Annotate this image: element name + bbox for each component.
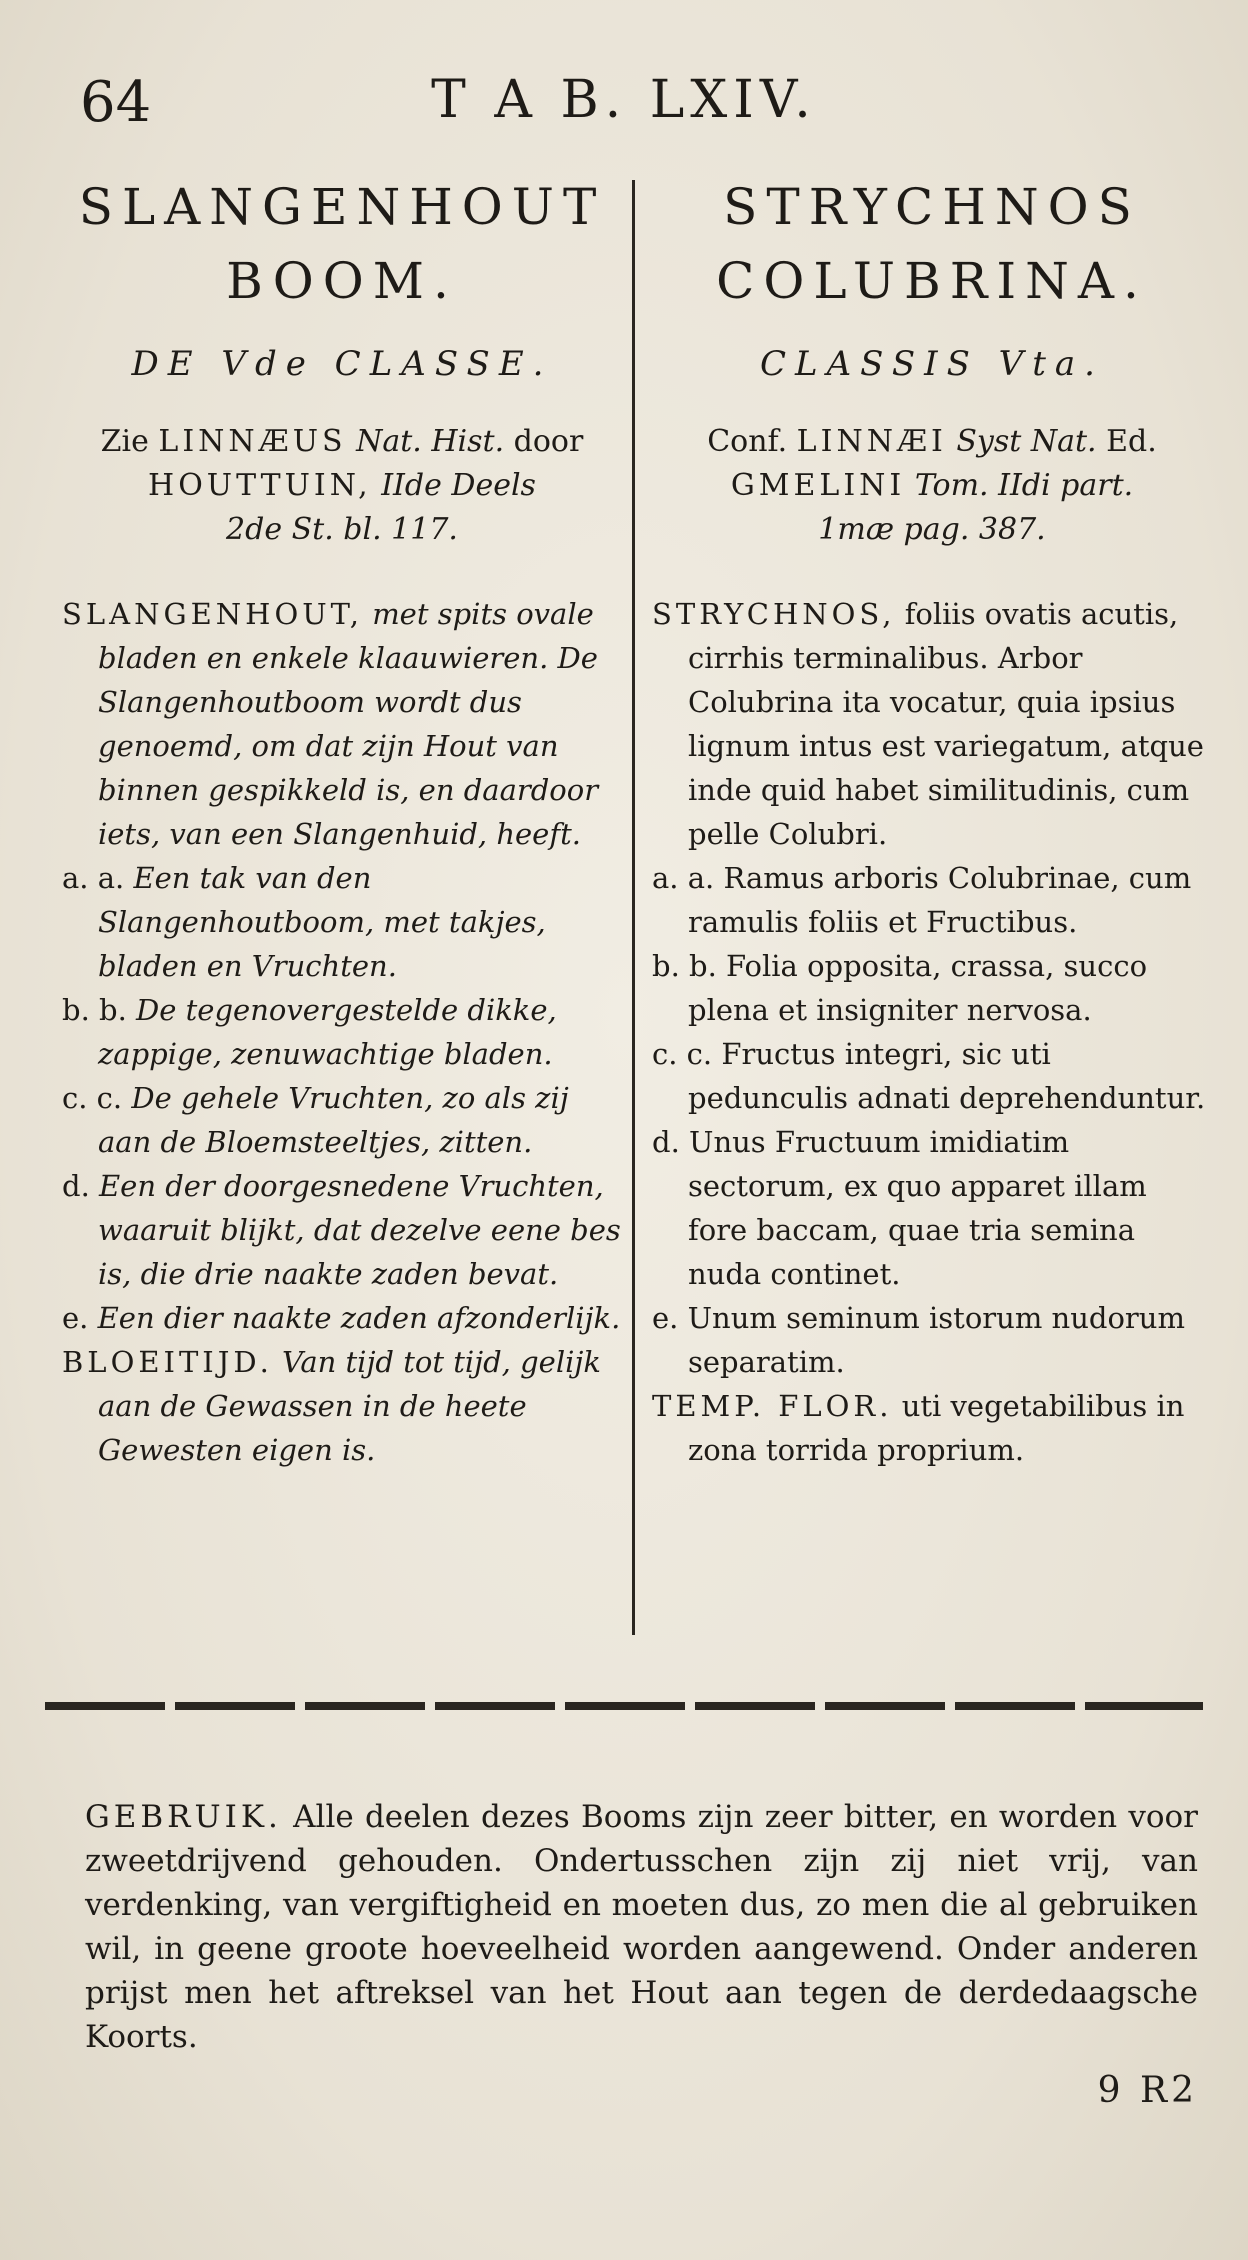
latin-column bbox=[652, 170, 1212, 1472]
entry-text: Een tak van den Slangenhoutboom, met takjes, bladen en Vruchten. bbox=[98, 861, 546, 983]
dutch-entry-6 bbox=[62, 1340, 622, 1472]
entry-lead: SLANGENHOUT, bbox=[62, 597, 363, 631]
ref-zie: Zie bbox=[100, 424, 149, 459]
dutch-entry-2 bbox=[62, 988, 622, 1076]
entry-lead: d. bbox=[62, 1169, 90, 1203]
dutch-class: DE Vde CLASSE. bbox=[131, 344, 553, 384]
entry-lead: d. bbox=[652, 1125, 680, 1159]
dutch-entry-5 bbox=[62, 1296, 622, 1340]
latin-entry-2 bbox=[652, 944, 1212, 1032]
dutch-entry-0 bbox=[62, 592, 622, 856]
entry-text: Een dier naakte zaden afzonderlijk. bbox=[97, 1301, 621, 1335]
entry-text: foliis ovatis acutis, cirrhis terminalibus. Arbor Colubrina ita vocatur, quia ipsius lignum intus est variegatum, atque inde quid habet similitudinis, cum pelle Colubri. bbox=[688, 597, 1204, 851]
column-divider bbox=[632, 180, 635, 1635]
dutch-reference bbox=[62, 420, 622, 552]
ref-author: GMELINI bbox=[730, 468, 906, 503]
entry-lead: BLOEITIJD. bbox=[62, 1345, 273, 1379]
ref-work: Syst Nat. bbox=[956, 424, 1097, 459]
ref-part: Tom. IIdi part. bbox=[914, 468, 1134, 503]
usage-text: Alle deelen dezes Booms zijn zeer bitter, en worden voor zweetdrijvend gehouden. Ondertusschen zijn zij niet vrij, van verdenking, van vergiftigheid en moeten dus, zo men die al gebruiken wil, in geene groote hoeveelheid worden aangewend. Onder anderen prijst men het aftreksel van het Hout aan tegen de derdedaagsche Koorts. bbox=[85, 1799, 1198, 2055]
section-rule bbox=[45, 1702, 1203, 1710]
entry-lead: c. c. bbox=[62, 1081, 123, 1115]
dutch-title-line2: BOOM. bbox=[226, 252, 458, 310]
latin-entry-0 bbox=[652, 592, 1212, 856]
entry-text: Folia opposita, crassa, succo plena et insigniter nervosa. bbox=[688, 949, 1148, 1027]
entry-text: De gehele Vruchten, zo als zij aan de Bloemsteeltjes, zitten. bbox=[98, 1081, 569, 1159]
entry-lead: e. bbox=[652, 1301, 679, 1335]
dutch-title bbox=[62, 170, 622, 318]
dutch-title-line1: SLANGENHOUT bbox=[78, 178, 606, 236]
page-number: 64 bbox=[80, 70, 152, 135]
ref-ed: Ed. bbox=[1106, 424, 1157, 459]
latin-entry-6 bbox=[652, 1384, 1212, 1472]
dutch-entries bbox=[62, 592, 622, 1472]
ref-author: HOUTTUIN, bbox=[148, 468, 372, 503]
dutch-entry-3 bbox=[62, 1076, 622, 1164]
entry-lead: b. b. bbox=[652, 949, 717, 983]
entry-lead: e. bbox=[62, 1301, 89, 1335]
usage-paragraph bbox=[85, 1795, 1198, 2059]
ref-work: Nat. Hist. bbox=[356, 424, 505, 459]
latin-entries bbox=[652, 592, 1212, 1472]
plate-title: T A B. LXIV. bbox=[431, 70, 817, 130]
entry-text: Unum seminum istorum nudorum separatim. bbox=[687, 1301, 1185, 1379]
ref-page: 2de St. bl. 117. bbox=[226, 512, 458, 547]
ref-page: 1mæ pag. 387. bbox=[818, 512, 1046, 547]
ref-door: door bbox=[513, 424, 584, 459]
entry-text: Ramus arboris Colubrinae, cum ramulis foliis et Fructibus. bbox=[688, 861, 1192, 939]
latin-entry-3 bbox=[652, 1032, 1212, 1120]
dutch-entry-4 bbox=[62, 1164, 622, 1296]
entry-text: Fructus integri, sic uti pedunculis adnati deprehenduntur. bbox=[688, 1037, 1206, 1115]
entry-text: De tegenovergestelde dikke, zappige, zenuwachtige bladen. bbox=[98, 993, 557, 1071]
ref-part: IIde Deels bbox=[381, 468, 536, 503]
entry-lead: a. a. bbox=[62, 861, 125, 895]
page-header bbox=[70, 70, 1178, 140]
entry-lead: c. c. bbox=[652, 1037, 713, 1071]
entry-lead: a. a. bbox=[652, 861, 715, 895]
ref-linnaei: LINNÆI bbox=[796, 424, 947, 459]
entry-text: Een der doorgesnedene Vruchten, waaruit blijkt, dat dezelve eene bes is, die drie naakte zaden bevat. bbox=[98, 1169, 621, 1291]
entry-text: uti vegetabilibus in zona torrida proprium. bbox=[688, 1389, 1185, 1467]
ref-linnaeus: LINNÆUS bbox=[158, 424, 347, 459]
latin-title-line1: STRYCHNOS bbox=[723, 178, 1141, 236]
ref-conf: Conf. bbox=[707, 424, 788, 459]
latin-entry-4 bbox=[652, 1120, 1212, 1296]
signature-mark: 9 R2 bbox=[1097, 2070, 1198, 2111]
dutch-entry-1 bbox=[62, 856, 622, 988]
latin-entry-1 bbox=[652, 856, 1212, 944]
entry-lead: TEMP. FLOR. bbox=[652, 1389, 893, 1423]
latin-title bbox=[652, 170, 1212, 318]
entry-text: met spits ovale bladen en enkele klaauwieren. De Slangenhoutboom wordt dus genoemd, om dat zijn Hout van binnen gespikkeld is, en daardoor iets, van een Slangenhuid, heeft. bbox=[98, 597, 599, 851]
latin-reference bbox=[652, 420, 1212, 552]
usage-lead: GEBRUIK. bbox=[85, 1799, 282, 1835]
entry-text: Van tijd tot tijd, gelijk aan de Gewassen in de heete Gewesten eigen is. bbox=[98, 1345, 601, 1467]
entry-lead: b. b. bbox=[62, 993, 127, 1027]
entry-text: Unus Fructuum imidiatim sectorum, ex quo apparet illam fore baccam, quae tria semina nuda continet. bbox=[688, 1125, 1147, 1291]
latin-title-line2: COLUBRINA. bbox=[716, 252, 1148, 310]
latin-class: CLASSIS Vta. bbox=[760, 344, 1104, 384]
latin-entry-5 bbox=[652, 1296, 1212, 1384]
entry-lead: STRYCHNOS, bbox=[652, 597, 896, 631]
dutch-column bbox=[62, 170, 622, 1472]
